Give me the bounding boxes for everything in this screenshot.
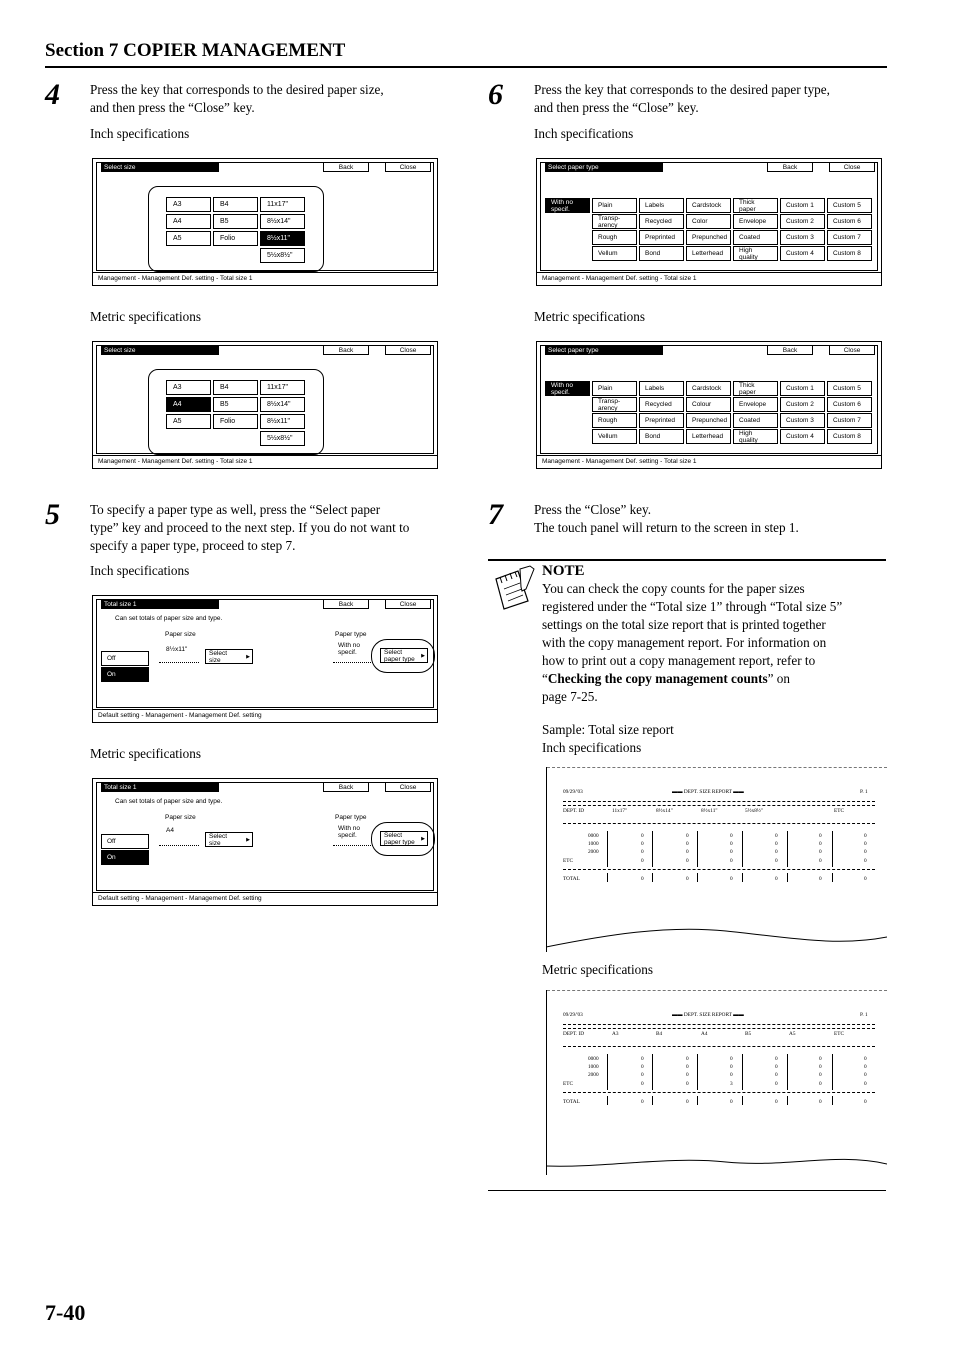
off-button[interactable]: Off — [101, 651, 149, 666]
cell: 0 — [730, 1056, 733, 1062]
type-key-high-quality[interactable]: High quality — [733, 246, 778, 261]
cell: 0 — [641, 858, 644, 864]
report-page: P. 1 — [860, 789, 868, 795]
paper-size-value: 8½x11" — [166, 646, 188, 653]
type-key-labels[interactable]: Labels — [639, 198, 684, 213]
type-key-high-quality[interactable]: High quality — [733, 429, 778, 444]
cell: 0 — [864, 1064, 867, 1070]
step-7-number: 7 — [488, 498, 503, 531]
note-line-3: settings on the total size report that is printed together — [542, 617, 826, 632]
breadcrumb: Management - Management Def. setting - Total size 1 — [98, 275, 253, 282]
panel-title: Total size 1 — [101, 600, 219, 609]
back-button[interactable]: Back — [767, 345, 813, 355]
type-key-letterhead[interactable]: Letterhead — [686, 429, 731, 444]
cell: 0 — [819, 841, 822, 847]
col-4-header: 5½x8½" — [745, 808, 764, 814]
close-button[interactable]: Close — [829, 162, 875, 172]
cell: 0 — [775, 1056, 778, 1062]
torn-paper-edge — [546, 917, 887, 953]
size-key-a4[interactable]: A4 — [166, 397, 211, 412]
type-key-custom-2[interactable]: Custom 2 — [780, 397, 825, 412]
type-key-no-specif[interactable]: With no specif. — [545, 198, 590, 213]
select-size-panel-inch — [92, 158, 438, 286]
select-size-button[interactable]: Select size ▶ — [205, 649, 253, 664]
type-key-labels[interactable]: Labels — [639, 381, 684, 396]
size-key-b4[interactable]: B4 — [213, 197, 258, 212]
cell: 0 — [641, 1081, 644, 1087]
step-5-metric-label: Metric specifications — [90, 746, 201, 761]
cell: 0 — [686, 833, 689, 839]
type-key-custom-8[interactable]: Custom 8 — [827, 429, 872, 444]
panel-title: Select paper type — [545, 163, 663, 172]
cell: 0 — [730, 833, 733, 839]
section-title: Section 7 COPIER MANAGEMENT — [45, 40, 346, 61]
off-button[interactable]: Off — [101, 834, 149, 849]
note-title: NOTE — [542, 563, 585, 579]
type-key-plain[interactable]: Plain — [592, 198, 637, 213]
paper-size-label: Paper size — [165, 814, 196, 821]
size-key-a3[interactable]: A3 — [166, 197, 211, 212]
step-5-line-2: type” key and proceed to the next step. If you do not want to — [90, 520, 410, 535]
type-key-rough[interactable]: Rough — [592, 230, 637, 245]
col-2-header: B4 — [656, 1031, 663, 1037]
breadcrumb: Default setting - Management - Management Def. setting — [98, 895, 262, 902]
type-key-cardstock[interactable]: Cardstock — [686, 198, 731, 213]
cell: 0 — [775, 1081, 778, 1087]
cell: 0 — [686, 1099, 689, 1105]
breadcrumb: Management - Management Def. setting - Total size 1 — [542, 458, 697, 465]
cell: 0 — [819, 1056, 822, 1062]
size-key-a5[interactable]: A5 — [166, 414, 211, 429]
on-button[interactable]: On — [101, 850, 149, 865]
type-key-colour[interactable]: Colour — [686, 397, 731, 412]
size-key-5-5x8-5[interactable]: 5½x8½" — [260, 248, 305, 263]
cell: 0 — [864, 1081, 867, 1087]
cell: 0 — [641, 1056, 644, 1062]
cell: 0 — [819, 1064, 822, 1070]
note-line-4: with the copy management report. For information on — [542, 635, 827, 650]
cell: 0 — [864, 1056, 867, 1062]
cell: 0 — [775, 833, 778, 839]
type-key-custom-7[interactable]: Custom 7 — [827, 413, 872, 428]
dept-id-header: DEPT. ID — [563, 1031, 585, 1037]
step-5-number: 5 — [45, 498, 60, 531]
size-key-8-5x11[interactable]: 8½x11" — [260, 231, 305, 246]
note-line-1: You can check the copy counts for the paper sizes — [542, 581, 805, 596]
size-key-b5[interactable]: B5 — [213, 214, 258, 229]
cell: 0 — [730, 1099, 733, 1105]
cell: 0 — [686, 849, 689, 855]
size-report-metric — [546, 990, 887, 1175]
cell: 0 — [775, 1064, 778, 1070]
cell: 0 — [864, 833, 867, 839]
cell: 0 — [775, 1072, 778, 1078]
step-4-text — [90, 81, 384, 117]
type-key-envelope[interactable]: Envelope — [733, 214, 778, 229]
col-6-header: ETC — [834, 808, 845, 814]
paper-type-label: Paper type — [335, 631, 367, 638]
paper-type-value: With no specif. — [338, 642, 361, 656]
paper-type-value: With no specif. — [338, 825, 361, 839]
note-line-6: “Checking the copy management counts” on — [542, 671, 790, 686]
paper-type-panel-inch — [536, 158, 882, 286]
cell: 0 — [819, 849, 822, 855]
type-key-bond[interactable]: Bond — [639, 246, 684, 261]
paper-size-value: A4 — [166, 827, 174, 834]
select-paper-type-button[interactable]: Select paper type ▶ — [380, 648, 428, 663]
type-key-color[interactable]: Color — [686, 214, 731, 229]
step-4-line-1: Press the key that corresponds to the desired paper size, — [90, 82, 384, 97]
sample-metric-label: Metric specifications — [542, 962, 653, 977]
size-key-b5[interactable]: B5 — [213, 397, 258, 412]
type-key-custom-1[interactable]: Custom 1 — [780, 381, 825, 396]
note-line-2: registered under the “Total size 1” through “Total size 5” — [542, 599, 843, 614]
cell: 0 — [686, 1056, 689, 1062]
step-4-metric-label: Metric specifications — [90, 309, 201, 324]
row-label-etc: ETC — [563, 858, 574, 864]
col-4-header: B5 — [745, 1031, 752, 1037]
cell: 0 — [686, 876, 689, 882]
type-key-prepunched[interactable]: Prepunched — [686, 413, 731, 428]
step-6-metric-label: Metric specifications — [534, 309, 645, 324]
type-key-custom-6[interactable]: Custom 6 — [827, 397, 872, 412]
type-key-vellum[interactable]: Vellum — [592, 246, 637, 261]
panel-title: Select size — [101, 346, 219, 355]
cell: 0 — [641, 841, 644, 847]
type-key-cardstock[interactable]: Cardstock — [686, 381, 731, 396]
size-key-folio[interactable]: Folio — [213, 231, 258, 246]
report-page: P. 1 — [860, 1012, 868, 1018]
step-5-text — [90, 501, 409, 555]
dept-id-header: DEPT. ID — [563, 808, 585, 814]
cell: 0 — [864, 849, 867, 855]
sample-label: Sample: Total size report — [542, 722, 674, 737]
step-6-inch-label: Inch specifications — [534, 126, 634, 141]
col-2-header: 8½x14" — [656, 808, 673, 814]
type-key-custom-2[interactable]: Custom 2 — [780, 214, 825, 229]
type-key-thick-paper[interactable]: Thick paper — [733, 381, 778, 396]
cell: 0 — [775, 849, 778, 855]
note-line-5: how to print out a copy management report, refer to — [542, 653, 816, 668]
step-5-line-3: specify a paper type, proceed to step 7. — [90, 538, 296, 553]
type-key-envelope[interactable]: Envelope — [733, 397, 778, 412]
size-key-11x17[interactable]: 11x17" — [260, 380, 305, 395]
cell: 0 — [775, 858, 778, 864]
type-key-custom-6[interactable]: Custom 6 — [827, 214, 872, 229]
type-key-custom-5[interactable]: Custom 5 — [827, 198, 872, 213]
size-key-8-5x14[interactable]: 8½x14" — [260, 397, 305, 412]
cell: 0 — [819, 833, 822, 839]
sample-inch-label: Inch specifications — [542, 740, 642, 755]
report-date: 09/29/'03 — [563, 789, 583, 795]
note-bottom-rule — [488, 1190, 886, 1191]
size-key-8-5x14[interactable]: 8½x14" — [260, 214, 305, 229]
type-key-coated[interactable]: Coated — [733, 230, 778, 245]
col-6-header: ETC — [834, 1031, 845, 1037]
type-key-rough[interactable]: Rough — [592, 413, 637, 428]
row-label-1000: 1000 — [588, 841, 599, 847]
cell: 0 — [730, 841, 733, 847]
cell: 0 — [686, 1081, 689, 1087]
close-button[interactable]: Close — [385, 345, 431, 355]
size-key-folio[interactable]: Folio — [213, 414, 258, 429]
step-7-text — [534, 501, 799, 537]
cell: 0 — [864, 858, 867, 864]
size-key-a5[interactable]: A5 — [166, 231, 211, 246]
size-key-group — [148, 186, 324, 272]
select-size-panel-metric — [92, 341, 438, 469]
size-key-8-5x11[interactable]: 8½x11" — [260, 414, 305, 429]
cell: 0 — [641, 833, 644, 839]
cell: 0 — [730, 858, 733, 864]
on-button[interactable]: On — [101, 667, 149, 682]
step-7-line-1: Press the “Close” key. — [534, 502, 652, 517]
type-key-thick-paper[interactable]: Thick paper — [733, 198, 778, 213]
row-label-0000: 0000 — [588, 1056, 599, 1062]
cell: 0 — [819, 876, 822, 882]
type-key-custom-8[interactable]: Custom 8 — [827, 246, 872, 261]
type-key-prepunched[interactable]: Prepunched — [686, 230, 731, 245]
cell: 0 — [819, 1081, 822, 1087]
step-5-line-1: To specify a paper type as well, press the “Select paper — [90, 502, 381, 517]
note-line-7: page 7-25. — [542, 689, 598, 704]
size-key-a3[interactable]: A3 — [166, 380, 211, 395]
col-1-header: 11x17" — [612, 808, 628, 814]
type-key-custom-5[interactable]: Custom 5 — [827, 381, 872, 396]
type-key-vellum[interactable]: Vellum — [592, 429, 637, 444]
cell: 0 — [864, 1099, 867, 1105]
type-key-plain[interactable]: Plain — [592, 381, 637, 396]
cell: 0 — [641, 1099, 644, 1105]
step-5-inch-label: Inch specifications — [90, 563, 190, 578]
size-key-5-5x8-5[interactable]: 5½x8½" — [260, 431, 305, 446]
notepad-pencil-icon — [490, 565, 536, 613]
col-3-header: A4 — [701, 1031, 708, 1037]
step-4-inch-label: Inch specifications — [90, 126, 190, 141]
row-label-2000: 2000 — [588, 849, 599, 855]
type-key-custom-7[interactable]: Custom 7 — [827, 230, 872, 245]
panel-title: Select size — [101, 163, 219, 172]
col-5-header: A5 — [789, 1031, 796, 1037]
type-key-custom-3[interactable]: Custom 3 — [780, 413, 825, 428]
cell: 0 — [864, 1072, 867, 1078]
cell: 0 — [819, 1099, 822, 1105]
paper-type-label: Paper type — [335, 814, 367, 821]
step-6-line-1: Press the key that corresponds to the desired paper type, — [534, 82, 830, 97]
select-size-button[interactable]: Select size ▶ — [205, 832, 253, 847]
note-rule — [488, 559, 886, 561]
type-key-custom-4[interactable]: Custom 4 — [780, 246, 825, 261]
back-button[interactable]: Back — [323, 599, 369, 609]
step-6-text — [534, 81, 830, 117]
size-key-a4[interactable]: A4 — [166, 214, 211, 229]
type-key-preprinted[interactable]: Preprinted — [639, 230, 684, 245]
size-key-group — [148, 369, 324, 455]
row-label-0000: 0000 — [588, 833, 599, 839]
cell: 0 — [686, 1064, 689, 1070]
cell: 0 — [864, 876, 867, 882]
row-label-total: TOTAL — [563, 876, 580, 882]
panel-title: Select paper type — [545, 346, 663, 355]
step-7-line-2: The touch panel will return to the screen in step 1. — [534, 520, 799, 535]
paper-size-label: Paper size — [165, 631, 196, 638]
cell: 0 — [641, 1072, 644, 1078]
page-number: 7-40 — [45, 1300, 86, 1325]
close-button[interactable]: Close — [385, 782, 431, 792]
note-link-text: Checking the copy management counts — [547, 671, 768, 686]
type-key-letterhead[interactable]: Letterhead — [686, 246, 731, 261]
cell: 0 — [686, 841, 689, 847]
report-date: 09/29/'03 — [563, 1012, 583, 1018]
size-key-11x17[interactable]: 11x17" — [260, 197, 305, 212]
info-text: Can set totals of paper size and type. — [115, 798, 223, 805]
step-4-line-2: and then press the “Close” key. — [90, 100, 255, 115]
col-3-header: 8½x11" — [701, 808, 718, 814]
breadcrumb: Default setting - Management - Management Def. setting — [98, 712, 262, 719]
close-button[interactable]: Close — [385, 599, 431, 609]
cell: 0 — [819, 858, 822, 864]
report-title: ▬▬ DEPT. SIZE REPORT ▬▬ — [672, 789, 744, 795]
cell: 0 — [775, 841, 778, 847]
total-size-panel-metric — [92, 778, 438, 906]
cell: 3 — [730, 1081, 733, 1087]
cell: 0 — [730, 849, 733, 855]
cell: 0 — [819, 1072, 822, 1078]
type-key-bond[interactable]: Bond — [639, 429, 684, 444]
breadcrumb: Management - Management Def. setting - Total size 1 — [98, 458, 253, 465]
type-key-transparency[interactable]: Transp- arency — [592, 214, 637, 229]
note-text — [542, 580, 842, 706]
cell: 0 — [686, 858, 689, 864]
total-size-panel-inch — [92, 595, 438, 723]
type-key-custom-1[interactable]: Custom 1 — [780, 198, 825, 213]
cell: 0 — [641, 1064, 644, 1070]
back-button[interactable]: Back — [323, 162, 369, 172]
cell: 0 — [864, 841, 867, 847]
cell: 0 — [730, 1072, 733, 1078]
step-6-line-2: and then press the “Close” key. — [534, 100, 699, 115]
back-button[interactable]: Back — [767, 162, 813, 172]
col-1-header: A3 — [612, 1031, 619, 1037]
panel-title: Total size 1 — [101, 783, 219, 792]
type-key-custom-3[interactable]: Custom 3 — [780, 230, 825, 245]
row-label-etc: ETC — [563, 1081, 574, 1087]
step-6-number: 6 — [488, 78, 503, 111]
back-button[interactable]: Back — [323, 782, 369, 792]
cell: 0 — [730, 876, 733, 882]
step-4-number: 4 — [45, 78, 60, 111]
cell: 0 — [775, 1099, 778, 1105]
info-text: Can set totals of paper size and type. — [115, 615, 223, 622]
report-title: ▬▬ DEPT. SIZE REPORT ▬▬ — [672, 1012, 744, 1018]
type-key-preprinted[interactable]: Preprinted — [639, 413, 684, 428]
cell: 0 — [641, 849, 644, 855]
cell: 0 — [641, 876, 644, 882]
type-key-recycled[interactable]: Recycled — [639, 214, 684, 229]
select-paper-type-button[interactable]: Select paper type ▶ — [380, 831, 428, 846]
torn-paper-edge — [546, 1138, 887, 1174]
close-button[interactable]: Close — [829, 345, 875, 355]
type-key-coated[interactable]: Coated — [733, 413, 778, 428]
breadcrumb: Management - Management Def. setting - Total size 1 — [542, 275, 697, 282]
cell: 0 — [686, 1072, 689, 1078]
header-rule — [45, 66, 887, 68]
cell: 0 — [730, 1064, 733, 1070]
row-label-total: TOTAL — [563, 1099, 580, 1105]
type-key-custom-4[interactable]: Custom 4 — [780, 429, 825, 444]
back-button[interactable]: Back — [323, 345, 369, 355]
type-key-no-specif[interactable]: With no specif. — [545, 381, 590, 396]
size-key-b4[interactable]: B4 — [213, 380, 258, 395]
cell: 0 — [775, 876, 778, 882]
row-label-1000: 1000 — [588, 1064, 599, 1070]
row-label-2000: 2000 — [588, 1072, 599, 1078]
paper-type-panel-metric — [536, 341, 882, 469]
size-report-inch — [546, 767, 887, 952]
close-button[interactable]: Close — [385, 162, 431, 172]
type-key-transparency[interactable]: Transp- arency — [592, 397, 637, 412]
type-key-recycled[interactable]: Recycled — [639, 397, 684, 412]
